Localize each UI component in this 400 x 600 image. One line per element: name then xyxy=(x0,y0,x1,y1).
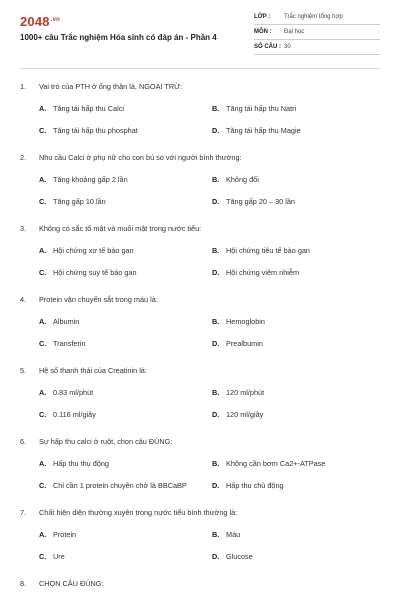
meta-row-class xyxy=(254,12,380,25)
option-b[interactable]: B. Tăng tái hấp thu Natri xyxy=(212,104,297,113)
meta-row-count xyxy=(254,42,380,55)
option-b[interactable]: B. 120 ml/phút xyxy=(212,388,265,397)
option-c[interactable]: C. Tăng gấp 10 lần xyxy=(39,197,106,206)
option-b[interactable]: B. Hội chứng tiêu tế bào gan xyxy=(212,246,310,255)
option-d[interactable]: D. Hội chứng viêm nhiễm xyxy=(212,268,300,277)
option-a[interactable]: A. Tăng tái hấp thu Calci xyxy=(39,104,124,113)
option-a[interactable]: A. Protein xyxy=(39,530,77,539)
option-c[interactable]: C. 0.116 ml/giây xyxy=(39,410,96,419)
option-a[interactable]: A. Tăng khoảng gấp 2 lần xyxy=(39,175,128,184)
option-b[interactable]: B. Không đổi xyxy=(212,175,259,184)
option-b[interactable]: B. Máu xyxy=(212,530,241,539)
option-d[interactable]: D. 120 ml/giây xyxy=(212,410,264,419)
option-c[interactable]: C. Chỉ cần 1 protein chuyên chở là BBCaBP xyxy=(39,481,187,490)
meta-key: SỐ CÂU : xyxy=(254,44,281,50)
logo-text: 2048 xyxy=(20,14,50,29)
site-logo[interactable] xyxy=(20,14,60,29)
question-text: 1. Vai trò của PTH ở ống thận là, NGOẠI TRỪ: xyxy=(20,82,183,91)
question-text: 3. Không có sắc tố mật và muối mật trong nước tiểu: xyxy=(20,224,202,233)
meta-key: MÔN : xyxy=(254,29,272,35)
option-a[interactable]: A. Hội chứng xơ tế bào gan xyxy=(39,246,134,255)
meta-value: 30 xyxy=(284,44,291,50)
option-b[interactable]: B. Hemoglobin xyxy=(212,317,265,326)
document-header xyxy=(0,0,400,68)
meta-value: Trắc nghiệm tổng hợp xyxy=(284,14,343,20)
option-a[interactable]: A. Albumin xyxy=(39,317,80,326)
option-d[interactable]: D. Tăng tái hấp thu Magie xyxy=(212,126,301,135)
meta-row-subject xyxy=(254,27,380,40)
option-d[interactable]: D. Glucose xyxy=(212,552,253,561)
meta-key: LỚP : xyxy=(254,14,271,20)
option-a[interactable]: A. 0.83 ml/phút xyxy=(39,388,94,397)
question-text: 4. Protein vận chuyển sắt trong máu là: xyxy=(20,295,158,304)
question-text: 8. CHỌN CÂU ĐÚNG: xyxy=(20,579,104,588)
question-text: 6. Sự hấp thu calci ở ruột, chọn câu ĐÚNG: xyxy=(20,437,173,446)
question-text: 5. Hệ số thanh thải của Creatinin là: xyxy=(20,366,147,375)
option-c[interactable]: C. Hội chứng suy tế bào gan xyxy=(39,268,137,277)
question-text: 7. Chất hiện diện thường xuyên trong nước tiểu bình thường là: xyxy=(20,508,238,517)
option-c[interactable]: C. Transferin xyxy=(39,339,86,348)
option-d[interactable]: D. Hấp thu chủ động xyxy=(212,481,284,490)
option-a[interactable]: A. Hấp thu thụ động xyxy=(39,459,109,468)
option-b[interactable]: B. Không cần bơm Ca2+-ATPase xyxy=(212,459,326,468)
meta-value: Đại học xyxy=(284,29,305,35)
header-divider xyxy=(20,68,380,69)
option-d[interactable]: D. Tăng gấp 20 – 30 lần xyxy=(212,197,295,206)
option-c[interactable]: C. Ure xyxy=(39,552,65,561)
option-d[interactable]: D. Prealbumin xyxy=(212,339,263,348)
option-c[interactable]: C. Tăng tái hấp thu phosphat xyxy=(39,126,138,135)
question-text: 2. Nhu cầu Calci ở phụ nữ cho con bú so với người bình thường: xyxy=(20,153,242,162)
logo-suffix: .vn xyxy=(50,16,61,23)
document-title: 1000+ câu Trắc nghiệm Hóa sinh có đáp án - Phần 4 xyxy=(20,33,217,42)
